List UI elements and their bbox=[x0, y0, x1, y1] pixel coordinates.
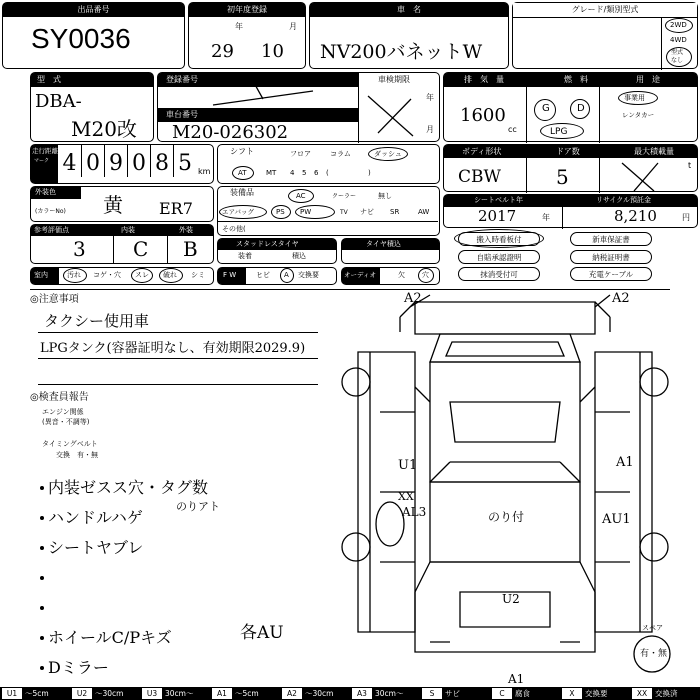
report-item bbox=[38, 470, 328, 500]
report-item bbox=[38, 560, 328, 590]
year-unit: 年 bbox=[235, 22, 243, 31]
displacement-value: 1600 bbox=[460, 105, 506, 126]
audio-box bbox=[341, 267, 440, 285]
mileage-box bbox=[30, 144, 214, 184]
inspection-year-unit: 年 bbox=[426, 93, 434, 102]
doc-cancel: 抹消受付可 bbox=[458, 267, 540, 281]
shift-box bbox=[217, 144, 440, 184]
equip-none: 無し bbox=[378, 192, 392, 200]
lot-number: SY0036 bbox=[31, 23, 131, 54]
legend-key: S bbox=[422, 688, 442, 699]
report-item bbox=[38, 590, 328, 620]
shift-6: 6 bbox=[314, 169, 319, 177]
report-item bbox=[38, 650, 328, 680]
vehicle-name: NV200バネットW bbox=[320, 41, 483, 63]
seatbelt-value: 2017 bbox=[478, 207, 517, 225]
legend-value: 交換済 bbox=[655, 689, 678, 698]
room-label: 室内 bbox=[34, 271, 48, 279]
seatbelt-unit: 年 bbox=[542, 213, 550, 222]
capacity-unit: t bbox=[688, 161, 692, 170]
registration-box bbox=[157, 72, 440, 142]
recycle-label: リサイクル預託金 bbox=[596, 196, 652, 204]
report-item-text: ハンドルハゲ bbox=[48, 508, 143, 527]
doc-signboard-circle bbox=[454, 229, 544, 248]
report-item bbox=[38, 620, 328, 650]
audio-label: オーディオ bbox=[344, 271, 376, 279]
notes-line1: タクシー使用車 bbox=[44, 312, 150, 330]
report-item-text: 内装ゼスス穴・タグ数 bbox=[48, 478, 209, 497]
mileage-label: 走行距離 bbox=[32, 147, 58, 155]
reg-strike-mark bbox=[203, 77, 323, 109]
legend-value: 交換要 bbox=[585, 689, 608, 698]
timing-sub: 交換 有・無 bbox=[56, 451, 98, 459]
damage-legend bbox=[0, 687, 700, 700]
interior-value: C bbox=[133, 237, 149, 261]
shift-at-circle bbox=[232, 166, 254, 180]
equip-other: その他( bbox=[222, 225, 246, 233]
equip-cooler: クーラー bbox=[332, 193, 357, 200]
report-item-text: Dミラー bbox=[48, 658, 109, 677]
diagram-bottom: A1 bbox=[508, 672, 525, 686]
diagram-u2: U2 bbox=[502, 592, 520, 606]
reg-no-label: 登録番号 bbox=[166, 75, 198, 84]
mileage-digit: 0 bbox=[81, 145, 104, 177]
timing-label: タイミングベルト bbox=[42, 440, 98, 448]
room-dirt: 汚れ bbox=[67, 271, 81, 279]
fuel-g: G bbox=[542, 103, 550, 114]
displacement-unit: cc bbox=[508, 125, 517, 134]
doors-label: ドア数 bbox=[556, 147, 580, 156]
studless-label: スタッドレスタイヤ bbox=[236, 240, 299, 248]
report-bullet bbox=[40, 546, 44, 550]
mileage-digits bbox=[58, 145, 196, 183]
mileage-digit: 0 bbox=[127, 145, 150, 177]
color-code: ER7 bbox=[159, 199, 193, 218]
report-extra1: のりアト bbox=[176, 500, 220, 513]
legend-key: A2 bbox=[282, 688, 302, 699]
fuel-lpg: LPG bbox=[550, 127, 568, 137]
notes-line2: LPGタンク(容器証明なし、有効期限2029.9) bbox=[40, 341, 306, 356]
equip-ps: PS bbox=[276, 208, 285, 216]
chassis-number: M20-026302 bbox=[172, 122, 289, 143]
mileage-digit: 5 bbox=[173, 145, 196, 177]
equip-airbag-circle bbox=[219, 205, 267, 219]
use-commercial-circle bbox=[618, 91, 658, 105]
vehicle-name-label: 車 名 bbox=[310, 3, 508, 17]
fuel-label: 燃 料 bbox=[564, 75, 588, 84]
room-box bbox=[30, 267, 214, 285]
legend-key: A1 bbox=[212, 688, 232, 699]
report-bullet bbox=[40, 606, 44, 610]
vehicle-diagram bbox=[340, 292, 685, 684]
exterior-label: 外装 bbox=[179, 226, 193, 234]
drive-2wd-circle bbox=[665, 18, 693, 33]
equipment-label: 装備品 bbox=[230, 188, 254, 197]
report-bullet bbox=[40, 666, 44, 670]
displacement-label: 排 気 量 bbox=[464, 75, 504, 84]
shift-dash: ダッシュ bbox=[374, 150, 402, 158]
report-bullet bbox=[40, 636, 44, 640]
grade-label: グレード/類別型式 bbox=[513, 3, 697, 18]
tire-label: タイヤ積込 bbox=[366, 240, 401, 248]
report-item bbox=[38, 530, 328, 560]
shift-5: 5 bbox=[302, 169, 307, 177]
displacement-box bbox=[443, 72, 698, 142]
mileage-unit: km bbox=[198, 167, 211, 176]
report-bullet bbox=[40, 486, 44, 490]
legend-key: XX bbox=[632, 688, 652, 699]
use-commercial: 事業用 bbox=[624, 94, 645, 102]
chassis-label: 車台番号 bbox=[166, 110, 198, 119]
first-registration-label: 初年度登録 bbox=[189, 3, 305, 17]
inspection-label: 車検期限 bbox=[378, 75, 410, 84]
report-bullet bbox=[40, 576, 44, 580]
spare-label: スペア bbox=[642, 624, 663, 632]
shift-close: ) bbox=[368, 169, 371, 177]
grade-box bbox=[512, 2, 698, 69]
mileage-digit: 4 bbox=[62, 151, 77, 176]
first-registration-box bbox=[188, 2, 306, 69]
diagram-u1: U1 bbox=[398, 458, 418, 473]
fw-box bbox=[217, 267, 337, 285]
tire-box bbox=[341, 238, 440, 264]
month-unit: 月 bbox=[289, 22, 297, 31]
audio-missing: 欠 bbox=[398, 271, 405, 279]
model-box bbox=[30, 72, 154, 142]
legend-key: U3 bbox=[142, 688, 162, 699]
score-label: 参考評価点 bbox=[34, 226, 69, 234]
notes-title: ◎注意事項 bbox=[30, 294, 79, 305]
seatbelt-label: シートベルト年 bbox=[474, 196, 523, 204]
color-value: 黄 bbox=[103, 193, 123, 217]
doc-cable: 充電ケーブル bbox=[570, 267, 652, 281]
vehicle-name-box bbox=[309, 2, 509, 69]
report-item-text: シートヤブレ bbox=[48, 538, 144, 557]
score-box bbox=[30, 224, 214, 264]
shift-at: AT bbox=[238, 169, 247, 177]
legend-key: U2 bbox=[72, 688, 92, 699]
legend-value: 〜5cm bbox=[25, 689, 49, 698]
lot-number-label: 出品番号 bbox=[3, 3, 184, 17]
capacity-cross-mark bbox=[614, 159, 674, 193]
legend-key: X bbox=[562, 688, 582, 699]
drive-2wd: 2WD bbox=[670, 21, 687, 29]
color-sub: (カラーNo) bbox=[35, 208, 66, 215]
fw-crack: ヒビ bbox=[256, 271, 270, 279]
drive-misc-circle bbox=[666, 47, 692, 67]
report-bullet bbox=[40, 516, 44, 520]
equip-navi: ナビ bbox=[360, 208, 374, 216]
equip-ac-circle bbox=[288, 189, 314, 203]
drive-4wd: 4WD bbox=[670, 36, 687, 44]
capacity-label: 最大積載量 bbox=[634, 147, 674, 156]
score-value: 3 bbox=[73, 237, 86, 261]
exterior-value: B bbox=[183, 237, 198, 261]
fuel-g-circle bbox=[534, 99, 556, 121]
report-title: ◎検査員報告 bbox=[30, 392, 89, 403]
engine-label: エンジン関係 bbox=[42, 408, 84, 416]
report-extra2: 各AU bbox=[240, 623, 284, 643]
inspection-cross-mark bbox=[363, 91, 423, 141]
equip-airbag: エアバッグ bbox=[222, 208, 254, 216]
fw-a: A bbox=[284, 271, 289, 279]
legend-value: 〜30cm bbox=[305, 689, 334, 698]
drive-misc: 型式 なし bbox=[671, 49, 684, 64]
doc-signboard: 搬入時看板付 bbox=[458, 232, 540, 246]
room-burn: コゲ・穴 bbox=[93, 271, 121, 279]
studless-box bbox=[217, 238, 337, 264]
color-label: 外装色 bbox=[35, 188, 56, 196]
seatbelt-box bbox=[443, 194, 698, 228]
legend-key: A3 bbox=[352, 688, 372, 699]
audio-hole: 穴 bbox=[422, 271, 429, 279]
mileage-sub: マーク bbox=[34, 158, 50, 164]
legend-value: 〜5cm bbox=[235, 689, 259, 698]
diagram-au1: AU1 bbox=[602, 512, 631, 527]
fw-label: F W bbox=[223, 271, 237, 279]
legend-value: 腐食 bbox=[515, 689, 530, 698]
equip-pw: PW bbox=[300, 208, 312, 216]
shift-floor: フロア bbox=[290, 150, 311, 158]
room-tear: 破れ bbox=[163, 271, 177, 279]
diagram-top-right: A2 bbox=[612, 291, 630, 306]
diagram-al3: AL3 bbox=[402, 505, 427, 519]
doors-value: 5 bbox=[556, 165, 569, 189]
interior-label: 内装 bbox=[121, 226, 135, 234]
room-stain: シミ bbox=[191, 271, 205, 279]
equip-ac: AC bbox=[296, 192, 306, 200]
mileage-digit: 9 bbox=[104, 145, 127, 177]
lot-number-box bbox=[2, 2, 185, 69]
doc-tax: 納税証明書 bbox=[570, 250, 652, 264]
legend-value: 30cm〜 bbox=[375, 689, 404, 698]
report-item-text: ホイールC/Pキズ bbox=[48, 628, 172, 647]
equip-sr: SR bbox=[390, 208, 400, 216]
diagram-xx: XX bbox=[398, 490, 414, 503]
doc-insurance: 自賠承認證明 bbox=[458, 250, 540, 264]
legend-value: サビ bbox=[445, 689, 460, 698]
legend-value: 30cm〜 bbox=[165, 689, 194, 698]
shift-mt: MT bbox=[266, 169, 277, 177]
fw-replace: 交換要 bbox=[298, 271, 319, 279]
model-line1: DBA- bbox=[35, 91, 82, 112]
fuel-d: D bbox=[577, 103, 585, 114]
diagram-top-left: A2 bbox=[404, 291, 422, 306]
use-rental: レンタカー bbox=[622, 111, 655, 119]
studless-loaded: 積込 bbox=[292, 252, 306, 260]
room-scuff: スレ bbox=[135, 271, 149, 279]
model-line2: M20改 bbox=[71, 117, 137, 141]
diagram-center: のり付 bbox=[488, 510, 525, 524]
body-box bbox=[443, 144, 698, 192]
equip-tv: TV bbox=[340, 209, 348, 216]
engine-sub: (異音・不調等) bbox=[42, 418, 90, 426]
use-label: 用 途 bbox=[636, 75, 660, 84]
first-reg-year: 29 bbox=[211, 41, 234, 62]
shift-dash-circle bbox=[368, 147, 408, 161]
spare-value: 有・無 bbox=[640, 649, 668, 659]
inspection-month-unit: 月 bbox=[426, 125, 434, 134]
color-box bbox=[30, 186, 214, 222]
equip-aw: AW bbox=[418, 208, 430, 216]
mileage-digit: 8 bbox=[150, 145, 173, 177]
doc-warranty: 新車保証書 bbox=[570, 232, 652, 246]
legend-key: U1 bbox=[2, 688, 22, 699]
shift-open: ( bbox=[326, 169, 329, 177]
shift-4: 4 bbox=[290, 169, 295, 177]
recycle-value: 8,210 bbox=[614, 207, 657, 225]
recycle-unit: 円 bbox=[682, 213, 690, 222]
fuel-lpg-circle bbox=[540, 123, 584, 139]
equipment-box bbox=[217, 186, 440, 236]
diagram-a1-right: A1 bbox=[616, 455, 634, 470]
shift-column: コラム bbox=[330, 150, 351, 158]
body-value: CBW bbox=[458, 167, 501, 187]
shift-label: シフト bbox=[230, 147, 254, 156]
first-reg-month: 10 bbox=[261, 41, 284, 62]
studless-mounted: 装着 bbox=[238, 252, 252, 260]
legend-value: 〜30cm bbox=[95, 689, 124, 698]
body-label: ボディ形状 bbox=[462, 147, 502, 156]
model-label: 型 式 bbox=[31, 73, 153, 87]
legend-key: C bbox=[492, 688, 512, 699]
